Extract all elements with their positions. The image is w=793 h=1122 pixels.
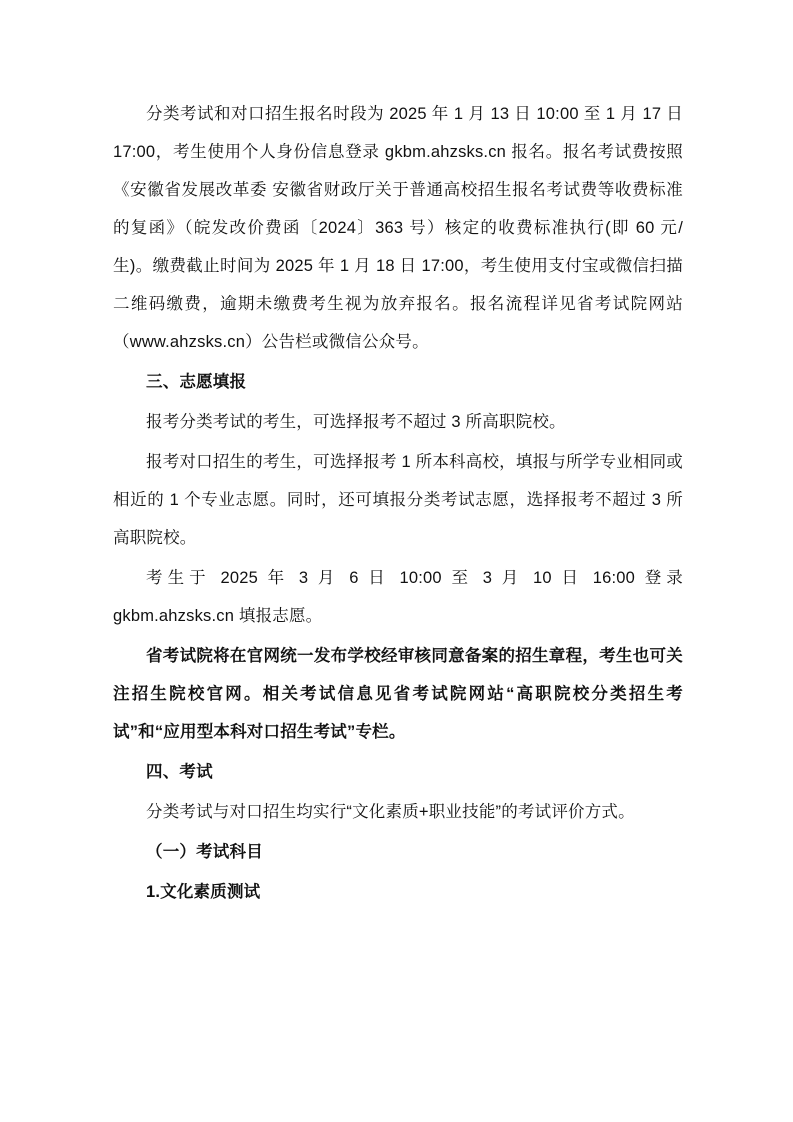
paragraph-volunteer-filling-time: 考生于 2025 年 3 月 6 日 10:00 至 3 月 10 日 16:00 登录 gkbm.ahzsks.cn 填报志愿。 bbox=[113, 569, 683, 625]
heading-section-three: 三、志愿填报 bbox=[146, 373, 247, 391]
document-body bbox=[113, 95, 683, 913]
paragraph-classified-exam-choices: 报考分类考试的考生，可选择报考不超过 3 所高职院校。 bbox=[146, 413, 566, 431]
heading-cultural-quality-test: 1.文化素质测试 bbox=[146, 883, 261, 901]
heading-exam-subjects: （一）考试科目 bbox=[146, 843, 263, 861]
heading-section-four: 四、考试 bbox=[146, 763, 213, 781]
paragraph-registration-period: 分类考试和对口招生报名时段为 2025 年 1 月 13 日 10:00 至 1 月 17 日 17:00，考生使用个人身份信息登录 gkbm.ahzsks.cn 报名。报名考试费按照《安徽省发展改革委 安徽省财政厅关于普通高校招生报名考试费等收费标准的复函》（皖发改价费函〔2024〕363 号）核定的收费标准执行(即 60 元/生)。缴费截止时间为 2025 年 1 月 18 日 17:00，考生使用支付宝或微信扫描二维码缴费，逾期未缴费考生视为放弃报名。报名流程详见省考试院网站（www.ahzsks.cn）公告栏或微信公众号。 bbox=[113, 105, 683, 351]
paragraph-vocational-admission-choices: 报考对口招生的考生，可选择报考 1 所本科高校，填报与所学专业相同或相近的 1 个专业志愿。同时，还可填报分类考试志愿，选择报考不超过 3 所高职院校。 bbox=[113, 453, 683, 547]
paragraph-exam-evaluation-method: 分类考试与对口招生均实行“文化素质+职业技能”的考试评价方式。 bbox=[146, 803, 635, 821]
paragraph-official-announcement: 省考试院将在官网统一发布学校经审核同意备案的招生章程，考生也可关注招生院校官网。相关考试信息见省考试院网站“高职院校分类招生考试”和“应用型本科对口招生考试”专栏。 bbox=[113, 647, 683, 741]
